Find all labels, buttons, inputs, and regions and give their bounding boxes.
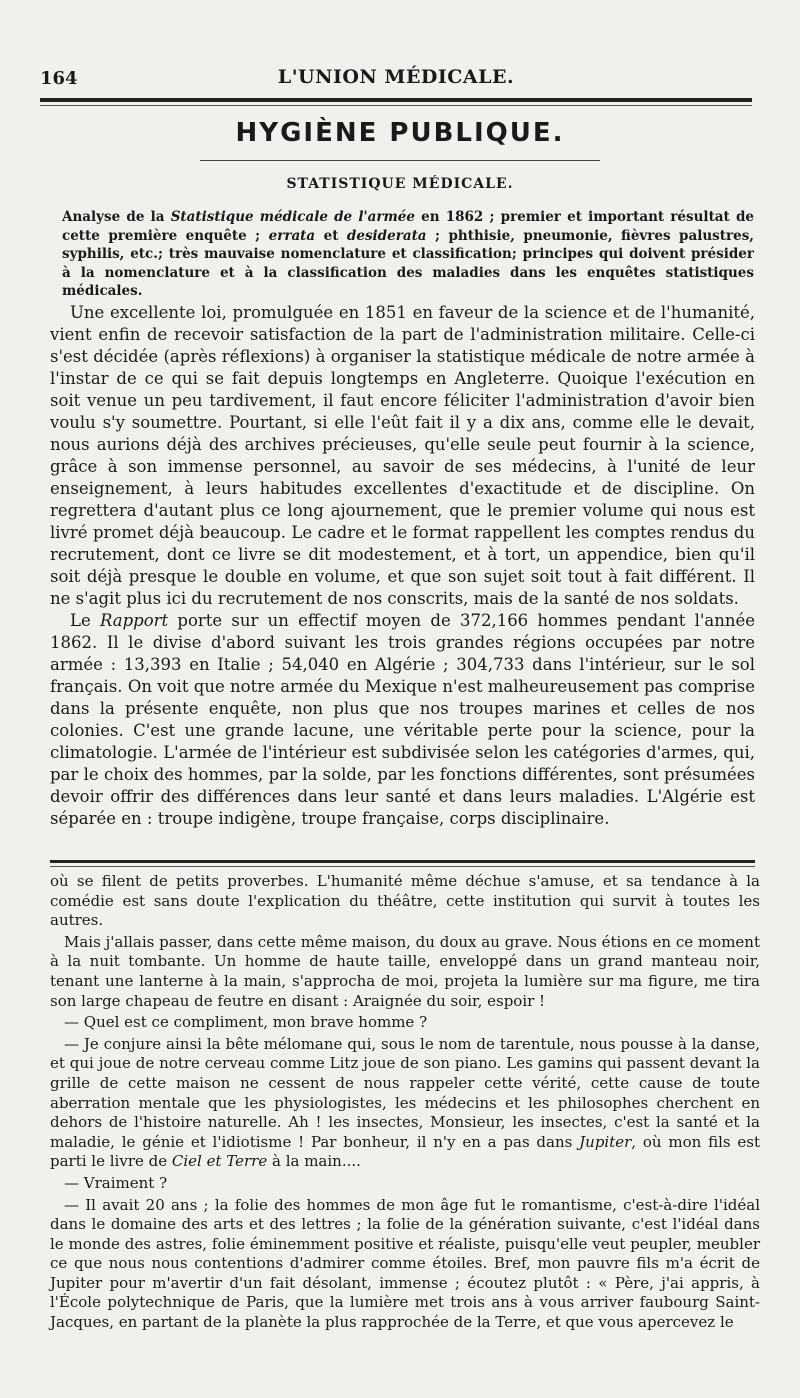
article-summary	[62, 208, 754, 301]
paragraph-text: à la main....	[267, 1152, 361, 1171]
summary-italic: desiderata	[346, 227, 427, 244]
feuilleton-paragraph	[50, 1035, 760, 1172]
paragraph-italic: Ciel et Terre	[171, 1152, 268, 1171]
paragraph-text: Le	[70, 611, 100, 630]
feuilleton-section	[50, 872, 760, 1335]
article-paragraph: Une excellente loi, promulguée en 1851 en faveur de la science et de l'humanité, vient enfin de recevoir satisfaction de la part de l'administration militaire. Celle-ci s'est décidée (après réflexions) à organiser la statistique médicale de notre armée à l'instar de ce qui se fait depuis longtemps en Angleterre. Quoique l'exécution en soit venue un peu tardivement, il faut encore féliciter l'administration d'avoir bien voulu s'y soumettre. Pourtant, si elle l'eût fait il y a dix ans, comme elle le devait, nous aurions déjà des archives précieuses, qu'elle seule peut fournir à la science, grâce à son immense personnel, au savoir de ses médecins, à l'unité de leur enseignement, à leurs habitudes excellentes d'exactitude et de discipline. On regrettera d'autant plus ce long ajournement, que le premier volume qui nous est livré promet déjà beaucoup. Le cadre et le format rappellent les comptes rendus du recrutement, dont ce livre se dit modestement, et à tort, un appendice, bien qu'il soit déjà presque le double en volume, et que son sujet soit tout à fait différent. Il ne s'agit plus ici du recrutement de nos conscrits, mais de la santé de nos soldats.	[50, 303, 755, 608]
section-rule	[200, 160, 600, 161]
article-body	[50, 302, 755, 830]
summary-italic: Statistique médicale de l'armée	[170, 209, 415, 225]
feuilleton-paragraph: — Il avait 20 ans ; la folie des hommes de mon âge fut le romantisme, c'est-à-dire l'idéal dans le domaine des arts et des lettres ; la folie de la génération suivante, c'est l'idéal dans le monde des astres, folie éminemment positive et réaliste, puisqu'elle veut peupler, meubler ce que nous nous contentions d'admirer comme étoiles. Bref, mon pauvre fils m'a écrit de Jupiter pour m'avertir d'un fait désolant, immense ; écoutez plutôt : « Père, j'ai appris, à l'École polytechnique de Paris, que la lumière met trois ans à vous arriver faubourg Saint-Jacques, en partant de la planète la plus rapprochée de la Terre, et que vous apercevez le	[50, 1195, 760, 1332]
summary-text: et	[315, 227, 347, 244]
paragraph-text: porte sur un effectif moyen de 372,166 hommes pendant l'année 1862. Il le divise d'abord suivant les trois grandes régions occupées par notre armée : 13,393 en Italie ; 54,040 en Algérie ; 304,733 dans l'intérieur, sur le sol français. On voit que notre armée du Mexique n'est malheureusement pas comprise dans la présente enquête, non plus que nos troupes marines et celles de nos colonies. C'est une grande lacune, une véritable perte pour la science, pour la climatologie. L'armée de l'intérieur est subdivisée selon les catégories d'armes, qui, par le choix des hommes, par la solde, par les fonctions différentes, sont présumées devoir offrir des différences dans leur santé et dans leurs maladies. L'Algérie est séparée en : troupe indigène, troupe française, corps disciplinaire.	[50, 611, 756, 828]
summary-text: ; phthisie, pneumonie, fièvres palustres, syphilis, etc.; très mauvaise nomenclature et classification; principes qui doivent présider à la nomenclature et à la classification des maladies dans les enquêtes statistiques médicales.	[62, 227, 754, 299]
paragraph-italic: Jupiter	[579, 1132, 632, 1151]
summary-text: Analyse de la	[62, 209, 171, 225]
article-paragraph	[50, 610, 755, 830]
feuilleton-paragraph: — Quel est ce compliment, mon brave homme ?	[64, 1013, 428, 1032]
header-rule	[40, 98, 752, 102]
paragraph-text: — Je conjure ainsi la bête mélomane qui, sous le nom de tarentule, nous pousse à la danse, et qui joue de notre cerveau comme Litz joue de son piano. Les gamins qui passent devant la grille de cette maison ne cessent de nous rappeler cette vérité, cette cause de toute aberration mentale que les physiologistes, les médecins et les philosophes cherchent en dehors de l'histoire naturelle. Ah ! les insectes, Monsieur, les insectes, c'est la santé et la maladie, le génie et l'idiotisme ! Par bonheur, il n'y en a pas dans	[50, 1034, 760, 1151]
section-title: HYGIÈNE PUBLIQUE.	[235, 118, 565, 148]
page-header	[40, 62, 752, 92]
subsection-title: STATISTIQUE MÉDICALE.	[286, 176, 514, 192]
running-title: L'UNION MÉDICALE.	[277, 66, 515, 88]
page-number: 164	[40, 68, 78, 89]
feuilleton-rule-thin	[50, 866, 755, 867]
feuilleton-paragraph: Mais j'allais passer, dans cette même maison, du doux au grave. Nous étions en ce moment à la nuit tombante. Un homme de haute taille, enveloppé dans un grand manteau noir, tenant une lanterne à la main, s'approcha de moi, projeta la lumière sur ma figure, me tira son large chapeau de feutre en disant : Araignée du soir, espoir !	[50, 932, 760, 1010]
summary-text: en 1862 ; premier et important résultat de cette première enquête ;	[62, 209, 755, 244]
paragraph-text: , où mon fils est parti le livre de	[50, 1132, 760, 1171]
feuilleton-paragraph: — Vraiment ?	[64, 1173, 168, 1192]
feuilleton-paragraph: où se filent de petits proverbes. L'humanité même déchue s'amuse, et sa tendance à la comédie est sans doute l'explication du théâtre, cette institution qui survit à toutes les autres.	[50, 872, 760, 930]
paragraph-italic: Rapport	[99, 611, 169, 630]
header-rule-thin	[40, 105, 752, 106]
summary-italic: errata	[268, 227, 316, 244]
feuilleton-rule	[50, 860, 755, 863]
